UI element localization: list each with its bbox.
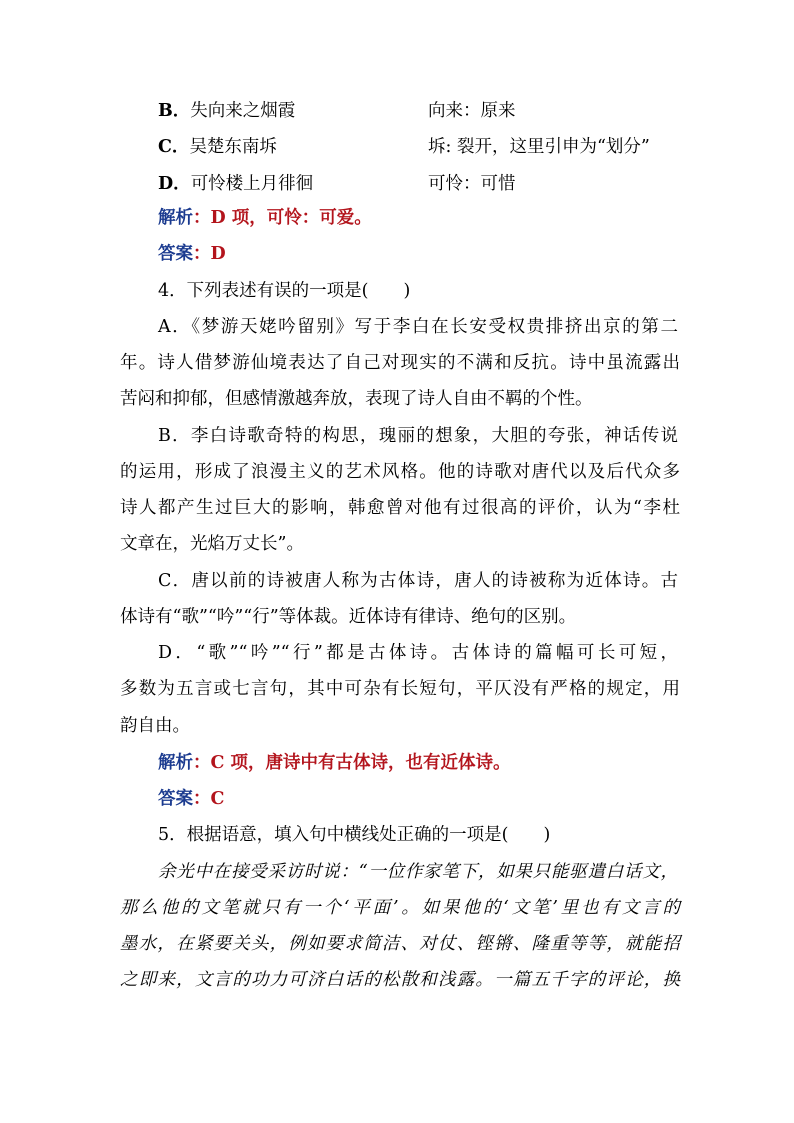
q5-passage-line4: 之即来，文言的功力可济白话的松散和浅露。一篇五千字的评论，换 bbox=[120, 970, 680, 990]
option-letter: C． bbox=[158, 137, 190, 157]
q5-passage-line3: 墨水，在紧要关头，例如要求简洁、对仗、铿锵、隆重等等，就能招 bbox=[120, 934, 680, 954]
q4-option-b-line4: 文章在，光焰万丈长”。 bbox=[120, 534, 304, 554]
q4-option-c-line1: C．唐以前的诗被唐人称为古体诗，唐人的诗被称为近体诗。古 bbox=[158, 571, 678, 591]
q4-option-b-line1: B．李白诗歌奇特的构思，瑰丽的想象，大胆的夸张，神话传说 bbox=[158, 426, 678, 446]
option-note: 可怜：可惜 bbox=[428, 174, 516, 194]
q5-passage-line1: 余光中在接受采访时说：“一位作家笔下，如果只能驱遣白话文， bbox=[158, 862, 678, 882]
q4-option-a-line3: 苦闷和抑郁，但感情激越奔放，表现了诗人自由不羁的个性。 bbox=[120, 389, 593, 409]
q4-option-b-line2: 的运用，形成了浪漫主义的艺术风格。他的诗歌对唐代以及后代众多 bbox=[120, 462, 680, 482]
q4-option-a-line2: 年。诗人借梦游仙境表达了自己对现实的不满和反抗。诗中虽流露出 bbox=[120, 353, 680, 373]
q5-stem: 5．根据语意，填入句中横线处正确的一项是( ) bbox=[158, 825, 551, 845]
analysis-label: 解析 bbox=[158, 753, 193, 773]
q4-option-c-line2: 体诗有“歌”“吟”“行”等体裁。近体诗有律诗、绝句的区别。 bbox=[120, 607, 577, 627]
q4-option-d-line2: 多数为五言或七言句，其中可杂有长短句，平仄没有严格的规定，用 bbox=[120, 679, 680, 699]
q4-option-a-line1: A．《梦游天姥吟留别》写于李白在长安受权贵排挤出京的第二 bbox=[158, 317, 678, 337]
option-letter: B． bbox=[158, 101, 191, 121]
analysis-text: ：C 项，唐诗中有古体诗，也有近体诗。 bbox=[193, 753, 511, 773]
answer-text: ：D bbox=[193, 244, 226, 264]
q3-answer bbox=[158, 242, 678, 266]
q4-answer bbox=[158, 787, 678, 811]
analysis-label: 解析 bbox=[158, 208, 193, 228]
q4-analysis bbox=[158, 751, 678, 775]
q4-option-d-line1: D．“歌”“吟”“行”都是古体诗。古体诗的篇幅可长可短， bbox=[158, 643, 678, 663]
option-letter: D． bbox=[158, 174, 191, 194]
option-note: 坼: 裂开，这里引申为“划分” bbox=[428, 137, 650, 157]
option-text: 失向来之烟霞 bbox=[190, 101, 296, 121]
q5-passage-line2: 那么他的文笔就只有一个‘平面’。如果他的‘文笔’里也有文言的 bbox=[120, 898, 680, 918]
option-note: 向来：原来 bbox=[428, 101, 516, 121]
q4-option-d-line3: 韵自由。 bbox=[120, 716, 190, 736]
analysis-text: ：D 项，可怜：可爱。 bbox=[193, 208, 372, 228]
option-text: 可怜楼上月徘徊 bbox=[190, 174, 314, 194]
q3-analysis bbox=[158, 206, 678, 230]
option-text: 吴楚东南坼 bbox=[189, 137, 277, 157]
q4-stem: 4．下列表述有误的一项是( ) bbox=[158, 281, 411, 301]
answer-label: 答案 bbox=[158, 789, 193, 809]
q4-option-b-line3: 诗人都产生过巨大的影响，韩愈曾对他有过很高的评价，认为“李杜 bbox=[120, 498, 680, 518]
answer-label: 答案 bbox=[158, 244, 193, 264]
answer-text: ：C bbox=[193, 789, 225, 809]
